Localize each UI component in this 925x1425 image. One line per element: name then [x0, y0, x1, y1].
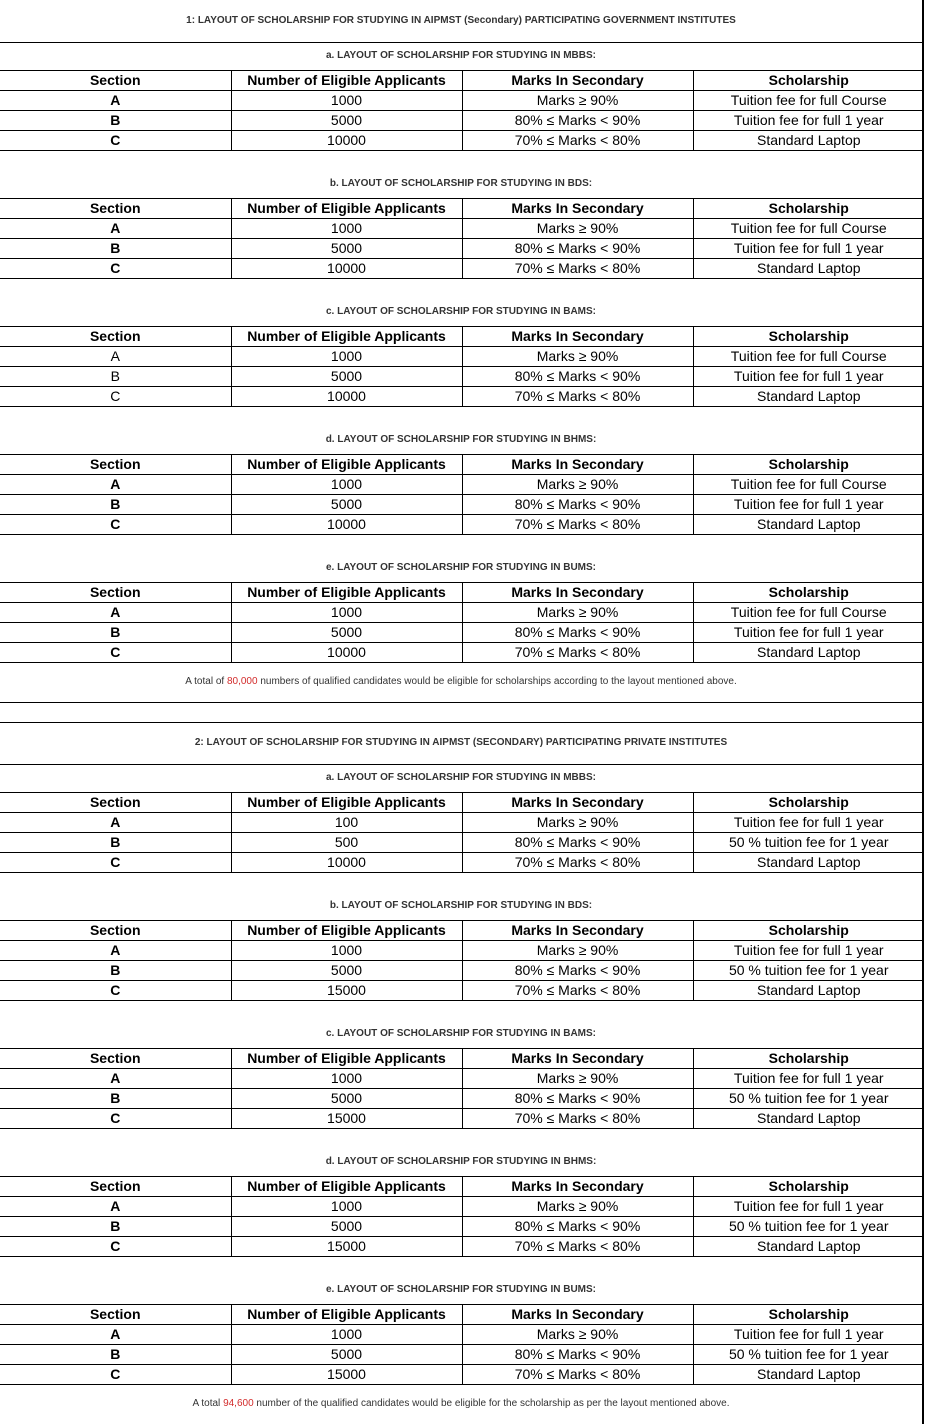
table-cell: 5000	[231, 111, 462, 131]
table-cell: 10000	[231, 131, 462, 151]
table-cell: 70% ≤ Marks < 80%	[462, 853, 693, 873]
table-cell: B	[0, 1345, 231, 1365]
table-cell: C	[0, 1237, 231, 1257]
column-header: Number of Eligible Applicants	[231, 1305, 462, 1325]
table-cell: A	[0, 941, 231, 961]
column-header: Section	[0, 921, 231, 941]
table-cell: C	[0, 981, 231, 1001]
table-cell: 1000	[231, 91, 462, 111]
table-cell: 70% ≤ Marks < 80%	[462, 387, 693, 407]
table-cell: A	[0, 1197, 231, 1217]
table-cell: 50 % tuition fee for 1 year	[693, 1217, 924, 1237]
column-header: Marks In Secondary	[462, 583, 693, 603]
column-header: Scholarship	[693, 1049, 924, 1069]
table-cell: B	[0, 111, 231, 131]
table-cell: Tuition fee for full 1 year	[693, 813, 924, 833]
table-cell: 5000	[231, 1217, 462, 1237]
table-cell: 10000	[231, 259, 462, 279]
column-header: Marks In Secondary	[462, 199, 693, 219]
table-cell: Tuition fee for full Course	[693, 347, 924, 367]
column-header: Scholarship	[693, 583, 924, 603]
table-cell: Marks ≥ 90%	[462, 475, 693, 495]
table-cell: Standard Laptop	[693, 1365, 924, 1385]
table-cell: 15000	[231, 1109, 462, 1129]
total-note-text: A total	[192, 1398, 224, 1409]
column-header: Number of Eligible Applicants	[231, 583, 462, 603]
table-cell: C	[0, 853, 231, 873]
table-cell: 70% ≤ Marks < 80%	[462, 1365, 693, 1385]
table-cell: 70% ≤ Marks < 80%	[462, 981, 693, 1001]
table-cell: 70% ≤ Marks < 80%	[462, 1109, 693, 1129]
column-header: Marks In Secondary	[462, 71, 693, 91]
column-header: Section	[0, 327, 231, 347]
table-cell: 100	[231, 813, 462, 833]
table-cell: Standard Laptop	[693, 853, 924, 873]
scholarship-table-bams-private	[0, 1048, 924, 1129]
total-count: 80,000	[226, 676, 258, 687]
table-cell: Marks ≥ 90%	[462, 813, 693, 833]
table-cell: 5000	[231, 961, 462, 981]
total-note	[0, 1397, 922, 1411]
table-cell: Marks ≥ 90%	[462, 1325, 693, 1345]
table-cell: 50 % tuition fee for 1 year	[693, 833, 924, 853]
table-cell: Standard Laptop	[693, 515, 924, 535]
column-header: Section	[0, 199, 231, 219]
table-title: d. LAYOUT OF SCHOLARSHIP FOR STUDYING IN BHMS:	[325, 1156, 597, 1167]
table-cell: 10000	[231, 515, 462, 535]
table-cell: A	[0, 91, 231, 111]
table-cell: 1000	[231, 1197, 462, 1217]
column-header: Scholarship	[693, 1305, 924, 1325]
table-cell: Tuition fee for full Course	[693, 603, 924, 623]
divider	[0, 42, 922, 43]
table-cell: B	[0, 495, 231, 515]
table-cell: 1000	[231, 603, 462, 623]
table-cell: Tuition fee for full 1 year	[693, 941, 924, 961]
table-cell: 10000	[231, 643, 462, 663]
table-cell: Tuition fee for full 1 year	[693, 623, 924, 643]
column-header: Number of Eligible Applicants	[231, 199, 462, 219]
table-cell: B	[0, 1089, 231, 1109]
table-cell: B	[0, 367, 231, 387]
column-header: Scholarship	[693, 199, 924, 219]
table-cell: A	[0, 347, 231, 367]
table-cell: 1000	[231, 941, 462, 961]
table-cell: 50 % tuition fee for 1 year	[693, 1345, 924, 1365]
table-cell: 70% ≤ Marks < 80%	[462, 643, 693, 663]
total-note-text: A total of	[185, 676, 227, 687]
table-title: b. LAYOUT OF SCHOLARSHIP FOR STUDYING IN BDS:	[329, 900, 593, 911]
table-cell: Tuition fee for full 1 year	[693, 239, 924, 259]
column-header: Marks In Secondary	[462, 1049, 693, 1069]
column-header: Marks In Secondary	[462, 1305, 693, 1325]
table-cell: Standard Laptop	[693, 259, 924, 279]
table-cell: 80% ≤ Marks < 90%	[462, 961, 693, 981]
table-cell: 1000	[231, 219, 462, 239]
table-cell: 80% ≤ Marks < 90%	[462, 367, 693, 387]
table-cell: Marks ≥ 90%	[462, 941, 693, 961]
divider	[0, 764, 922, 765]
table-cell: Marks ≥ 90%	[462, 91, 693, 111]
scholarship-table-bds-private	[0, 920, 924, 1001]
table-cell: 1000	[231, 347, 462, 367]
table-title: c. LAYOUT OF SCHOLARSHIP FOR STUDYING IN BAMS:	[325, 1028, 597, 1039]
column-header: Marks In Secondary	[462, 1177, 693, 1197]
table-cell: Tuition fee for full Course	[693, 91, 924, 111]
table-cell: C	[0, 131, 231, 151]
column-header: Scholarship	[693, 1177, 924, 1197]
scholarship-table-bams-govt	[0, 326, 924, 407]
column-header: Number of Eligible Applicants	[231, 71, 462, 91]
table-cell: 80% ≤ Marks < 90%	[462, 623, 693, 643]
column-header: Marks In Secondary	[462, 793, 693, 813]
column-header: Marks In Secondary	[462, 455, 693, 475]
table-cell: 50 % tuition fee for 1 year	[693, 961, 924, 981]
table-cell: Marks ≥ 90%	[462, 1197, 693, 1217]
column-header: Section	[0, 793, 231, 813]
table-cell: Tuition fee for full 1 year	[693, 1069, 924, 1089]
table-cell: 500	[231, 833, 462, 853]
table-cell: 80% ≤ Marks < 90%	[462, 1217, 693, 1237]
column-header: Scholarship	[693, 71, 924, 91]
table-cell: 5000	[231, 367, 462, 387]
column-header: Number of Eligible Applicants	[231, 1049, 462, 1069]
table-cell: Tuition fee for full 1 year	[693, 1197, 924, 1217]
table-cell: Marks ≥ 90%	[462, 219, 693, 239]
column-header: Number of Eligible Applicants	[231, 327, 462, 347]
column-header: Section	[0, 583, 231, 603]
table-cell: 80% ≤ Marks < 90%	[462, 1345, 693, 1365]
part2-title: 2: LAYOUT OF SCHOLARSHIP FOR STUDYING IN AIPMST (SECONDARY) PARTICIPATING PRIVATE INSTITUTES	[194, 737, 728, 748]
scholarship-table-mbbs-govt	[0, 70, 924, 151]
total-note	[0, 675, 922, 689]
column-header: Marks In Secondary	[462, 327, 693, 347]
column-header: Marks In Secondary	[462, 921, 693, 941]
table-title: b. LAYOUT OF SCHOLARSHIP FOR STUDYING IN BDS:	[329, 178, 593, 189]
table-cell: 10000	[231, 853, 462, 873]
column-header: Number of Eligible Applicants	[231, 1177, 462, 1197]
table-cell: Tuition fee for full Course	[693, 219, 924, 239]
table-cell: 80% ≤ Marks < 90%	[462, 239, 693, 259]
total-note-text: numbers of qualified candidates would be eligible for scholarships according to the layout mentioned above.	[257, 676, 737, 687]
table-cell: 10000	[231, 387, 462, 407]
table-cell: Tuition fee for full 1 year	[693, 495, 924, 515]
table-cell: B	[0, 239, 231, 259]
total-note-text: number of the qualified candidates would be eligible for the scholarship as per the layout mentioned above.	[253, 1398, 730, 1409]
table-cell: 1000	[231, 1325, 462, 1345]
column-header: Scholarship	[693, 455, 924, 475]
table-cell: Standard Laptop	[693, 387, 924, 407]
column-header: Section	[0, 1177, 231, 1197]
table-title: c. LAYOUT OF SCHOLARSHIP FOR STUDYING IN BAMS:	[325, 306, 597, 317]
table-cell: 70% ≤ Marks < 80%	[462, 515, 693, 535]
table-cell: Tuition fee for full 1 year	[693, 1325, 924, 1345]
table-cell: B	[0, 1217, 231, 1237]
table-cell: Standard Laptop	[693, 131, 924, 151]
scholarship-table-bds-govt	[0, 198, 924, 279]
table-cell: 70% ≤ Marks < 80%	[462, 1237, 693, 1257]
table-cell: Marks ≥ 90%	[462, 603, 693, 623]
table-cell: 80% ≤ Marks < 90%	[462, 495, 693, 515]
scholarship-table-bhms-private	[0, 1176, 924, 1257]
table-title: a. LAYOUT OF SCHOLARSHIP FOR STUDYING IN MBBS:	[325, 772, 597, 783]
column-header: Number of Eligible Applicants	[231, 793, 462, 813]
part1-title: 1: LAYOUT OF SCHOLARSHIP FOR STUDYING IN AIPMST (Secondary) PARTICIPATING GOVERNMENT INSTITUTES	[186, 15, 736, 26]
column-header: Section	[0, 1049, 231, 1069]
column-header: Number of Eligible Applicants	[231, 921, 462, 941]
divider	[0, 702, 922, 703]
table-cell: 15000	[231, 1365, 462, 1385]
column-header: Number of Eligible Applicants	[231, 455, 462, 475]
table-cell: 5000	[231, 495, 462, 515]
table-cell: A	[0, 1069, 231, 1089]
table-cell: 70% ≤ Marks < 80%	[462, 259, 693, 279]
table-cell: C	[0, 1365, 231, 1385]
table-cell: 15000	[231, 1237, 462, 1257]
table-cell: Tuition fee for full Course	[693, 475, 924, 495]
table-cell: 1000	[231, 1069, 462, 1089]
table-cell: 15000	[231, 981, 462, 1001]
column-header: Section	[0, 1305, 231, 1325]
table-cell: A	[0, 603, 231, 623]
table-title: d. LAYOUT OF SCHOLARSHIP FOR STUDYING IN BHMS:	[325, 434, 597, 445]
column-header: Scholarship	[693, 327, 924, 347]
table-cell: B	[0, 961, 231, 981]
column-header: Scholarship	[693, 793, 924, 813]
table-cell: A	[0, 475, 231, 495]
table-cell: C	[0, 387, 231, 407]
table-title: e. LAYOUT OF SCHOLARSHIP FOR STUDYING IN BUMS:	[325, 1284, 597, 1295]
divider	[0, 722, 922, 723]
table-cell: 80% ≤ Marks < 90%	[462, 111, 693, 131]
scholarship-table-bums-private	[0, 1304, 924, 1385]
table-cell: C	[0, 643, 231, 663]
table-cell: 5000	[231, 623, 462, 643]
table-cell: 80% ≤ Marks < 90%	[462, 833, 693, 853]
table-cell: B	[0, 833, 231, 853]
table-cell: Standard Laptop	[693, 1237, 924, 1257]
table-cell: 1000	[231, 475, 462, 495]
table-cell: Standard Laptop	[693, 643, 924, 663]
table-cell: 5000	[231, 1089, 462, 1109]
table-cell: Tuition fee for full 1 year	[693, 111, 924, 131]
column-header: Scholarship	[693, 921, 924, 941]
table-cell: 80% ≤ Marks < 90%	[462, 1089, 693, 1109]
table-cell: C	[0, 515, 231, 535]
table-cell: A	[0, 813, 231, 833]
table-cell: Marks ≥ 90%	[462, 1069, 693, 1089]
table-cell: C	[0, 259, 231, 279]
table-title: a. LAYOUT OF SCHOLARSHIP FOR STUDYING IN MBBS:	[325, 50, 597, 61]
table-cell: 5000	[231, 1345, 462, 1365]
table-cell: B	[0, 623, 231, 643]
table-cell: 50 % tuition fee for 1 year	[693, 1089, 924, 1109]
column-header: Section	[0, 455, 231, 475]
table-cell: Marks ≥ 90%	[462, 347, 693, 367]
scholarship-table-mbbs-private	[0, 792, 924, 873]
total-count: 94,600	[223, 1398, 254, 1409]
table-cell: C	[0, 1109, 231, 1129]
table-cell: A	[0, 219, 231, 239]
table-cell: 70% ≤ Marks < 80%	[462, 131, 693, 151]
scholarship-table-bhms-govt	[0, 454, 924, 535]
scholarship-table-bums-govt	[0, 582, 924, 663]
column-header: Section	[0, 71, 231, 91]
table-cell: Tuition fee for full 1 year	[693, 367, 924, 387]
table-cell: A	[0, 1325, 231, 1345]
table-cell: Standard Laptop	[693, 981, 924, 1001]
table-cell: 5000	[231, 239, 462, 259]
table-cell: Standard Laptop	[693, 1109, 924, 1129]
table-title: e. LAYOUT OF SCHOLARSHIP FOR STUDYING IN BUMS:	[325, 562, 597, 573]
